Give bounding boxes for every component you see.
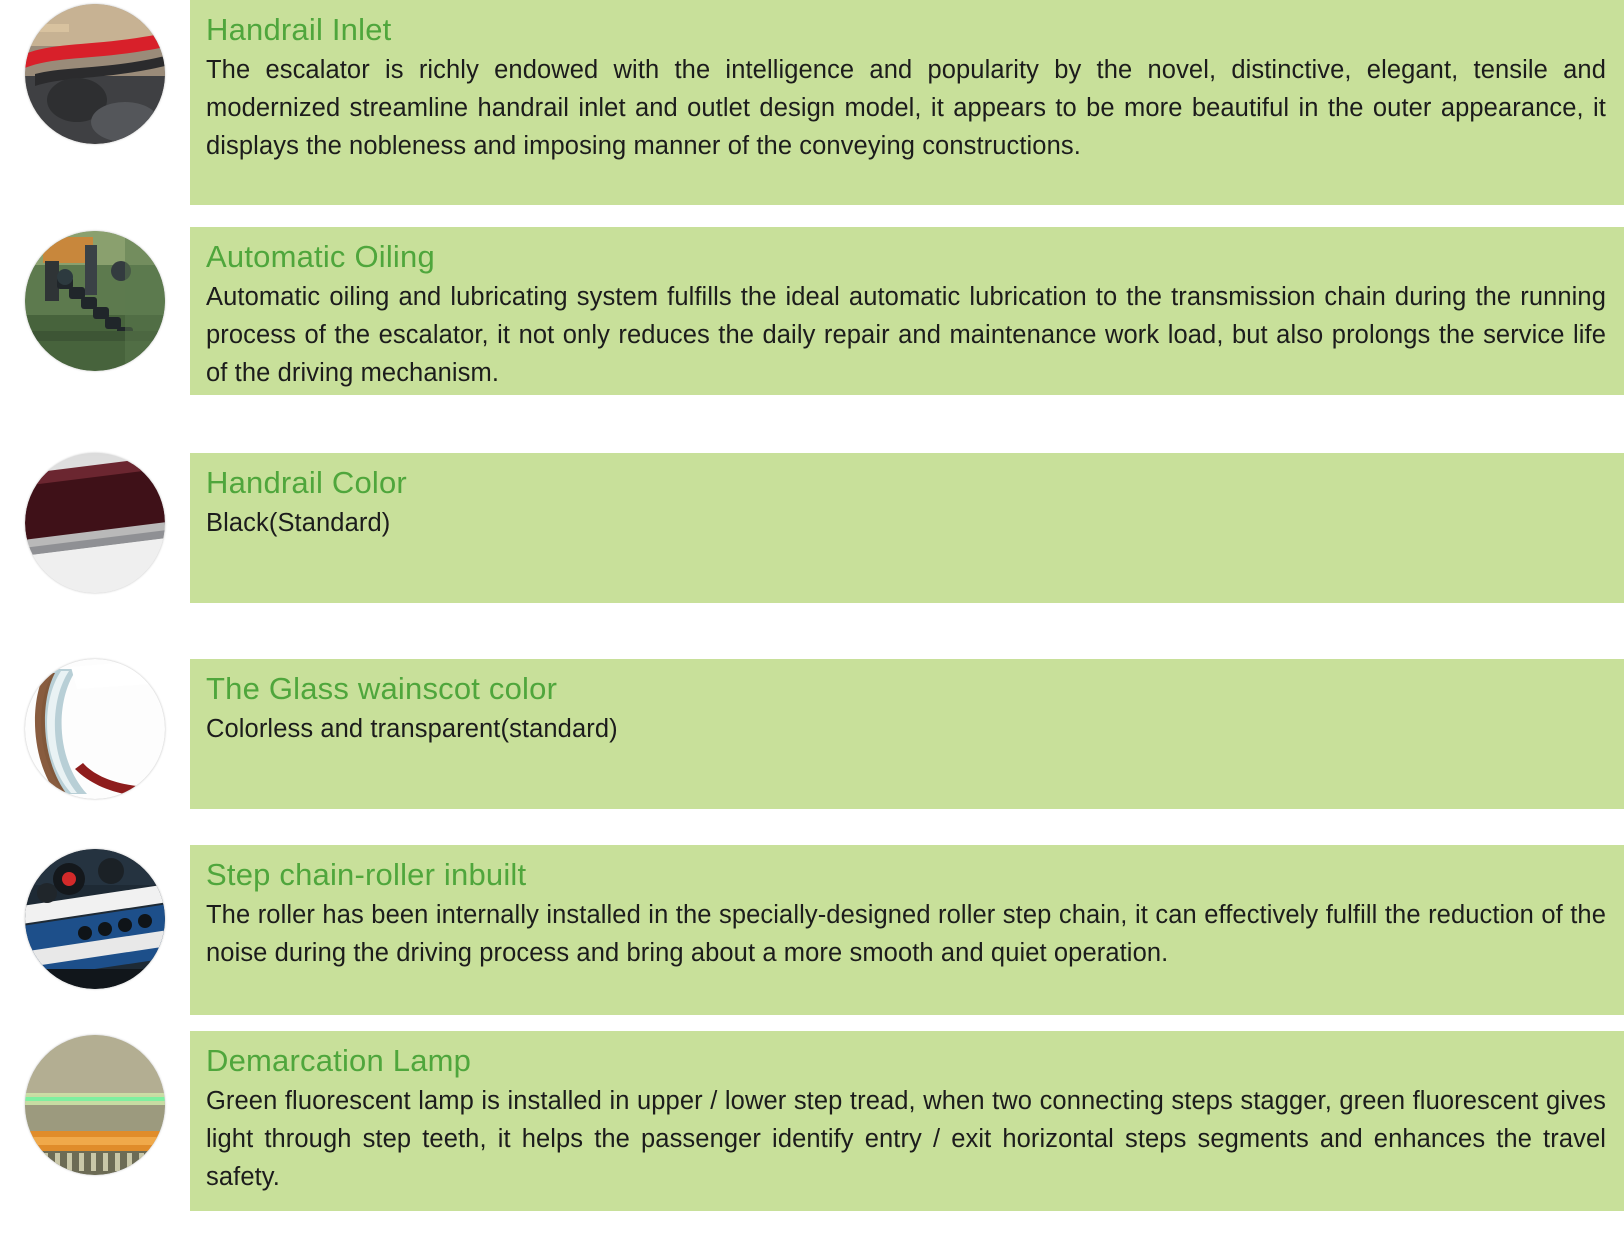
- thumbnail-container: [0, 0, 190, 144]
- feature-panel: [190, 227, 1624, 395]
- feature-row: [0, 0, 1624, 205]
- feature-title: The Glass wainscot color: [206, 671, 558, 706]
- feature-description: Automatic oiling and lubricating system fulfills the ideal automatic lubrication to the transmission chain during the running process of the escalator, it not only reduces the daily repair and maintenance work load, but also prolongs the service life of the driving mechanism.: [206, 282, 1606, 388]
- feature-panel: [190, 453, 1624, 603]
- feature-title: Demarcation Lamp: [206, 1043, 472, 1078]
- thumbnail-container: [0, 845, 190, 989]
- feature-panel: [190, 0, 1624, 205]
- feature-row: [0, 227, 1624, 395]
- thumbnail-container: [0, 1031, 190, 1175]
- demarcation-lamp-photo: [25, 1035, 165, 1175]
- handrail-inlet-photo: [25, 4, 165, 144]
- feature-description: The roller has been internally installed in the specially-designed roller step chain, it can effectively fulfill the reduction of the noise during the driving process and bring about a more smooth and quiet operation.: [206, 900, 1606, 967]
- feature-description: Green fluorescent lamp is installed in upper / lower step tread, when two connecting steps stagger, green fluorescent gives light through step teeth, it helps the passenger identify entry / exit horizontal steps segments and enhances the travel safety.: [206, 1086, 1606, 1192]
- thumbnail-container: [0, 659, 190, 799]
- feature-title: Step chain-roller inbuilt: [206, 857, 527, 892]
- thumbnail-container: [0, 227, 190, 371]
- feature-title: Handrail Inlet: [206, 12, 392, 47]
- feature-row: [0, 659, 1624, 809]
- feature-description: The escalator is richly endowed with the intelligence and popularity by the novel, distinctive, elegant, tensile and modernized streamline handrail inlet and outlet design model, it appears to be more beautiful in the outer appearance, it displays the nobleness and imposing manner of the conveying constructions.: [206, 55, 1606, 161]
- feature-panel: [190, 845, 1624, 1015]
- feature-description: Black(Standard): [206, 508, 391, 537]
- handrail-color-photo: [25, 453, 165, 593]
- feature-row: [0, 845, 1624, 1015]
- thumbnail-container: [0, 453, 190, 593]
- step-chain-roller-photo: [25, 849, 165, 989]
- feature-row: [0, 1031, 1624, 1211]
- feature-title: Handrail Color: [206, 465, 407, 500]
- feature-row: [0, 453, 1624, 603]
- feature-panel: [190, 659, 1624, 809]
- feature-description: Colorless and transparent(standard): [206, 714, 618, 743]
- glass-wainscot-color-photo: [25, 659, 165, 799]
- automatic-oiling-photo: [25, 231, 165, 371]
- feature-panel: [190, 1031, 1624, 1211]
- feature-title: Automatic Oiling: [206, 239, 435, 274]
